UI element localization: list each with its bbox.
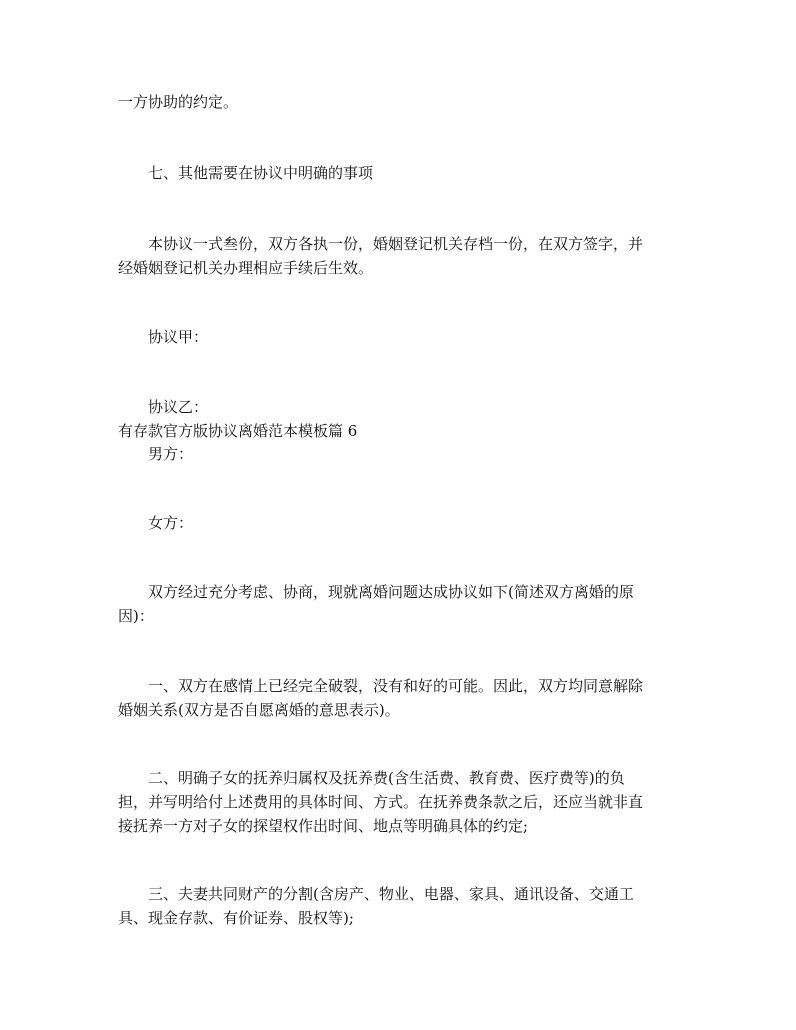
template-heading: 有存款官方版协议离婚范本模板篇 6 (118, 422, 358, 440)
clause-2-cont: 担，并写明给付上述费用的具体时间、方式。在抚养费条款之后，还应当就非直 (118, 793, 644, 811)
clause-1-cont: 婚姻关系(双方是否自愿离婚的意思表示)。 (118, 701, 400, 719)
husband-label: 男方： (148, 445, 194, 463)
paragraph-text: 本协议一式叁份，双方各执一份，婚姻登记机关存档一份，在双方签字，并 (148, 235, 644, 253)
paragraph-text: 一方协助的约定。 (118, 93, 239, 111)
signature-label-party-b: 协议乙： (148, 398, 209, 416)
clause-2: 二、明确子女的抚养归属权及抚养费(含生活费、教育费、医疗费等)的负 (148, 769, 625, 787)
wife-label: 女方： (148, 514, 194, 532)
clause-2-cont: 接抚养一方对子女的探望权作出时间、地点等明确具体的约定; (118, 817, 529, 835)
clause-3: 三、夫妻共同财产的分割(含房产、物业、电器、家具、通讯设备、交通工 (148, 885, 634, 903)
section-heading: 七、其他需要在协议中明确的事项 (148, 164, 374, 182)
signature-label-party-a: 协议甲： (148, 328, 209, 346)
clause-1: 一、双方在感情上已经完全破裂，没有和好的可能。因此，双方均同意解除 (148, 677, 644, 695)
paragraph-text: 经婚姻登记机关办理相应手续后生效。 (118, 259, 374, 277)
paragraph-text: 因)： (118, 607, 154, 625)
clause-3-cont: 具、现金存款、有价证券、股权等); (118, 909, 354, 927)
paragraph-text: 双方经过充分考虑、协商，现就离婚问题达成协议如下(简述双方离婚的原 (148, 583, 634, 601)
